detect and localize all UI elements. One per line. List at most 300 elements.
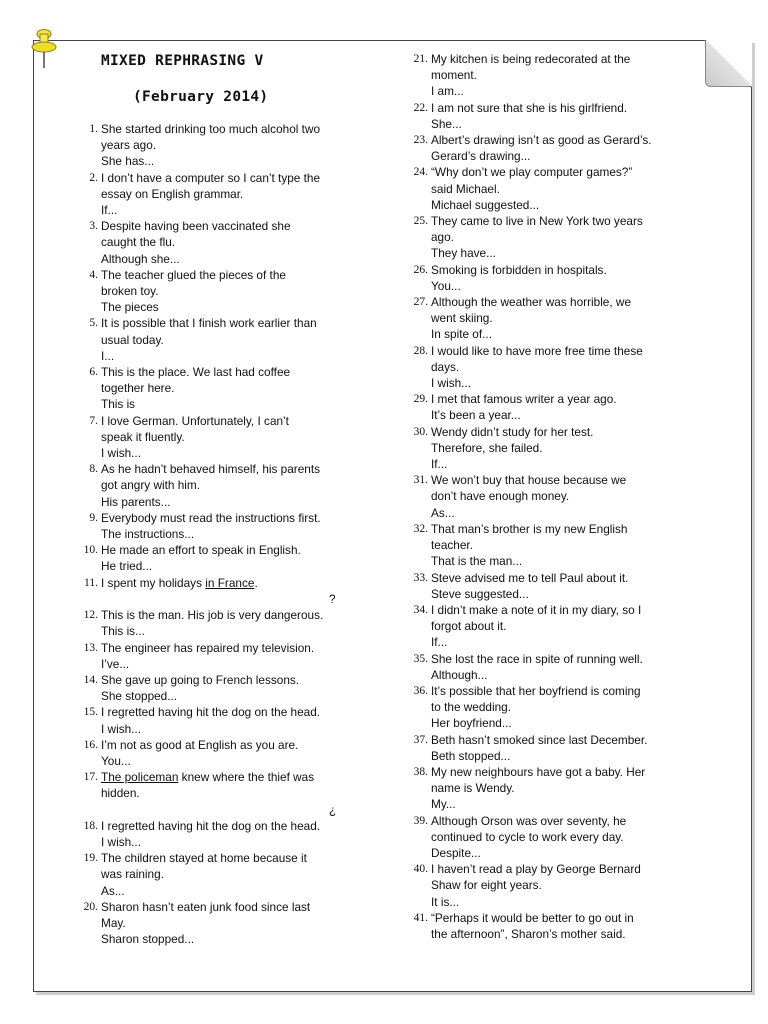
item-text-part: Her boyfriend... [431, 716, 512, 731]
item-text-part: You... [431, 278, 461, 293]
item-line [101, 234, 350, 250]
item-line [431, 100, 668, 116]
item-text-part: I haven’t read a play by George Bernard [431, 862, 641, 877]
item-line [101, 364, 350, 380]
item-text-part: I would like to have more free time these [431, 343, 643, 358]
item-number: 38. [413, 765, 428, 778]
item-text-part: If... [431, 457, 448, 472]
item-text-part: She stopped... [101, 689, 178, 704]
item-text-part: He tried... [101, 559, 153, 574]
exercise-item [70, 818, 350, 850]
item-line [101, 558, 350, 574]
item-line [101, 899, 350, 915]
item-text-part: usual today. [101, 332, 164, 347]
item-text [431, 424, 668, 473]
item-text [431, 213, 668, 262]
item-text-part: I didn’t make a note of it in my diary, so I [431, 602, 642, 617]
item-text [431, 910, 668, 942]
item-text-part: broken toy. [101, 284, 159, 299]
item-text-part: I love German. Unfortunately, I can’t [101, 413, 289, 428]
item-number: 29. [413, 393, 428, 406]
underlined-phrase: The policeman [101, 770, 179, 785]
item-text [431, 294, 668, 343]
item-text-part: That is the man... [431, 554, 523, 569]
item-text [101, 510, 350, 542]
item-line [101, 802, 350, 818]
item-number: 20. [83, 900, 98, 913]
item-line [431, 278, 668, 294]
item-line [431, 132, 668, 148]
item-line [101, 769, 350, 785]
item-line [431, 732, 668, 748]
item-text-part: Despite... [431, 845, 481, 860]
item-line [431, 472, 668, 488]
item-line [431, 164, 668, 180]
item-line [431, 667, 668, 683]
item-text-part: That man’s brother is my new English [431, 521, 628, 536]
item-line [101, 721, 350, 737]
exercise-item [400, 343, 668, 392]
item-number: 13. [83, 641, 98, 654]
exercise-item [70, 542, 350, 574]
exercise-item [400, 813, 668, 862]
item-text-part: hidden. [101, 786, 140, 801]
exercise-item [70, 510, 350, 542]
item-text [431, 521, 668, 570]
item-text [101, 121, 350, 170]
item-text-part: May. [101, 915, 126, 930]
item-line [431, 796, 668, 812]
item-text-part: ago. [431, 230, 454, 245]
exercise-item [70, 850, 350, 899]
item-text-part: As... [431, 505, 455, 520]
item-number: 26. [413, 263, 428, 276]
item-line [101, 137, 350, 153]
item-text [431, 262, 668, 294]
item-line [101, 202, 350, 218]
item-text-part: caught the flu. [101, 235, 176, 250]
item-text-part: speak it fluently. [101, 429, 185, 444]
item-text-part: Steve suggested... [431, 586, 529, 601]
item-number: 27. [413, 296, 428, 309]
item-text-part: This is the place. We last had coffee [101, 365, 291, 380]
item-text-part: Sharon hasn’t eaten junk food since last [101, 899, 311, 914]
item-line [431, 294, 668, 310]
item-line [101, 348, 350, 364]
exercise-item [400, 472, 668, 521]
item-line [101, 267, 350, 283]
item-line [431, 894, 668, 910]
item-line [101, 218, 350, 234]
item-text-part: The engineer has repaired my television. [101, 640, 315, 655]
exercise-item [400, 424, 668, 473]
item-number: 1. [89, 123, 98, 135]
item-text [431, 132, 668, 164]
item-line [431, 310, 668, 326]
page-subtitle: (February 2014) [133, 89, 269, 105]
item-text-part: They have... [431, 246, 496, 261]
right-column [400, 51, 668, 942]
item-text [101, 899, 350, 948]
item-number: 12. [83, 609, 98, 622]
item-text-part: don’t have enough money. [431, 489, 570, 504]
item-line [431, 456, 668, 472]
item-line [101, 623, 350, 639]
item-line [431, 262, 668, 278]
item-number: 6. [89, 366, 98, 379]
item-line [431, 683, 668, 699]
item-text-part: This is [101, 397, 136, 412]
item-line [101, 380, 350, 396]
exercise-item [400, 602, 668, 651]
item-text-part: It’s been a year... [431, 408, 521, 423]
item-number: 18. [83, 819, 98, 832]
item-line [101, 915, 350, 931]
item-text [101, 413, 350, 462]
item-text-part: I wish... [431, 376, 471, 391]
item-number: 10. [83, 544, 98, 557]
item-line [431, 634, 668, 650]
item-number: 23. [413, 134, 428, 147]
item-line [431, 245, 668, 261]
item-line [431, 570, 668, 586]
exercise-item [70, 413, 350, 462]
item-line [101, 283, 350, 299]
item-text-part: I’m not as good at English as you are. [101, 737, 299, 752]
item-number: 36. [413, 684, 428, 697]
item-line [101, 121, 350, 137]
exercise-item [70, 267, 350, 316]
exercise-item [70, 121, 350, 170]
item-text [431, 164, 668, 213]
item-text [431, 472, 668, 521]
item-line [431, 553, 668, 569]
item-line [101, 785, 350, 801]
exercise-item [400, 651, 668, 683]
item-line [431, 715, 668, 731]
item-number: 3. [89, 220, 98, 233]
item-text-part: Everybody must read the instructions first. [101, 510, 321, 525]
item-text [431, 100, 668, 132]
item-number: 33. [413, 571, 428, 584]
item-text [101, 315, 350, 364]
item-line [101, 607, 350, 623]
page-title: MIXED REPHRASING V [101, 53, 264, 69]
item-text-part: I met that famous writer a year ago. [431, 392, 617, 407]
item-number: 11. [84, 576, 98, 589]
item-line [431, 829, 668, 845]
item-line [431, 181, 668, 197]
item-line [431, 586, 668, 602]
item-number: 4. [89, 268, 98, 281]
exercise-item [70, 899, 350, 948]
item-text-part: got angry with him. [101, 478, 201, 493]
item-line [101, 315, 350, 331]
item-line [431, 197, 668, 213]
item-text-part: Despite having been vaccinated she [101, 219, 291, 234]
item-line [431, 148, 668, 164]
item-text [431, 861, 668, 910]
item-number: 16. [83, 738, 98, 751]
item-text-part: Michael suggested... [431, 197, 540, 212]
item-text-part: She... [431, 116, 462, 131]
item-line [431, 618, 668, 634]
item-number: 40. [413, 863, 428, 876]
item-line [431, 67, 668, 83]
item-line [431, 861, 668, 877]
exercise-item [400, 764, 668, 813]
item-text-part: In spite of... [431, 327, 492, 342]
item-line [101, 332, 350, 348]
item-text-part: It is possible that I finish work earlier than [101, 316, 317, 331]
item-text [431, 764, 668, 813]
exercise-item [70, 315, 350, 364]
exercise-item [400, 51, 668, 100]
item-text-part: I wish... [101, 834, 141, 849]
item-text-part: The children stayed at home because it [101, 851, 307, 866]
item-text [101, 542, 350, 574]
exercise-item [70, 640, 350, 672]
item-text-part: continued to cycle to work every day. [431, 829, 624, 844]
item-number: 7. [89, 414, 98, 427]
page-curl-corner [705, 40, 752, 87]
item-line [431, 877, 668, 893]
item-line [431, 326, 668, 342]
exercise-item [400, 732, 668, 764]
item-line [431, 505, 668, 521]
item-line [101, 818, 350, 834]
item-text-part: knew where the thief was [178, 770, 315, 785]
item-number: 14. [83, 673, 98, 686]
exercise-item [70, 461, 350, 510]
item-number: 41. [413, 911, 428, 924]
item-number: 35. [413, 652, 428, 665]
item-text-part: She has... [101, 154, 155, 169]
item-number: 34. [413, 603, 428, 616]
item-text [101, 170, 350, 219]
item-number: 39. [413, 814, 428, 827]
item-line [431, 51, 668, 67]
item-line [101, 737, 350, 753]
item-text [431, 683, 668, 732]
item-text-part: I am not sure that she is his girlfriend. [431, 100, 628, 115]
item-text-part: You... [101, 753, 131, 768]
item-text-part: Beth hasn’t smoked since last December. [431, 732, 648, 747]
item-line [431, 845, 668, 861]
item-text-part: We won’t buy that house because we [431, 473, 627, 488]
item-text-part: together here. [101, 381, 175, 396]
item-text-part: I wish... [101, 721, 141, 736]
exercise-item [400, 294, 668, 343]
item-line [101, 494, 350, 510]
item-text [431, 732, 668, 764]
item-text [431, 813, 668, 862]
item-text [101, 364, 350, 413]
item-line [101, 251, 350, 267]
exercise-item [400, 521, 668, 570]
item-text [431, 51, 668, 100]
item-text-part: went skiing. [431, 311, 493, 326]
exercise-item [70, 737, 350, 769]
pushpin-icon [30, 28, 58, 70]
item-text-part: Gerard’s drawing... [431, 149, 531, 164]
item-number: 30. [413, 425, 428, 438]
item-line [101, 704, 350, 720]
item-text-part: Although... [431, 667, 488, 682]
item-text [101, 850, 350, 899]
item-text-part: She lost the race in spite of running well. [431, 651, 643, 666]
item-text [101, 818, 350, 850]
item-line [431, 521, 668, 537]
item-line [101, 510, 350, 526]
item-line [101, 396, 350, 412]
item-text-part: Steve advised me to tell Paul about it. [431, 570, 629, 585]
item-number: 31. [413, 474, 428, 487]
item-text-part: The teacher glued the pieces of the [101, 267, 286, 282]
item-number: 17. [83, 771, 98, 784]
item-text-part: She gave up going to French lessons. [101, 672, 300, 687]
item-line [431, 407, 668, 423]
item-line [431, 602, 668, 618]
item-text [101, 704, 350, 736]
item-text-part: His parents... [101, 494, 171, 509]
item-line [101, 461, 350, 477]
item-line [101, 153, 350, 169]
item-text-part: It’s possible that her boyfriend is coming [431, 683, 641, 698]
item-line [101, 445, 350, 461]
item-text-part: the afternoon”, Sharon’s mother said. [431, 926, 626, 941]
exercise-item [400, 132, 668, 164]
item-text [431, 651, 668, 683]
exercise-item [70, 672, 350, 704]
item-text-part: Although the weather was horrible, we [431, 295, 632, 310]
exercise-item [70, 170, 350, 219]
item-line [431, 116, 668, 132]
item-line [101, 672, 350, 688]
item-text-part: Sharon stopped... [101, 932, 195, 947]
item-line [101, 170, 350, 186]
item-number: 9. [89, 511, 98, 524]
item-text-part: days. [431, 359, 460, 374]
item-line [431, 488, 668, 504]
item-text-part: I don’t have a computer so I can’t type the [101, 170, 321, 185]
item-line [101, 931, 350, 947]
exercise-item [70, 575, 350, 607]
item-number: 24. [413, 166, 428, 179]
item-line [101, 753, 350, 769]
underlined-phrase: in France [205, 575, 255, 590]
item-line [101, 688, 350, 704]
left-column [70, 121, 350, 947]
item-text-part: Shaw for eight years. [431, 878, 542, 893]
item-line [431, 910, 668, 926]
item-text-part: They came to live in New York two years [431, 214, 643, 229]
item-line [431, 748, 668, 764]
item-text-part: . [254, 575, 258, 590]
item-text-part: If... [431, 635, 448, 650]
item-text [431, 391, 668, 423]
item-number: 37. [413, 733, 428, 746]
item-number: 32. [413, 522, 428, 535]
item-line [431, 391, 668, 407]
question-mark: ? [329, 591, 336, 606]
item-text-part: name is Wendy. [431, 781, 515, 796]
item-text-part: moment. [431, 68, 477, 83]
item-text [101, 607, 350, 639]
item-text-part: to the wedding. [431, 700, 512, 715]
item-text [101, 769, 350, 818]
item-line [101, 591, 350, 607]
item-line [431, 780, 668, 796]
item-text-part: “Why don’t we play computer games?” [431, 165, 633, 180]
item-text-part: The pieces [101, 300, 159, 315]
item-text-part: said Michael. [431, 181, 500, 196]
item-line [101, 850, 350, 866]
item-line [101, 883, 350, 899]
item-text [431, 602, 668, 651]
item-line [431, 764, 668, 780]
item-line [431, 359, 668, 375]
item-text [101, 461, 350, 510]
item-line [101, 186, 350, 202]
item-text [101, 737, 350, 769]
item-line [431, 440, 668, 456]
item-text-part: was raining. [101, 867, 164, 882]
exercise-item [400, 262, 668, 294]
item-number: 21. [413, 53, 428, 65]
exercise-item [400, 861, 668, 910]
item-text-part: Although she... [101, 251, 180, 266]
item-text [101, 640, 350, 672]
item-text-part: “Perhaps it would be better to go out in [431, 910, 634, 925]
item-text [431, 570, 668, 602]
question-mark: ¿ [329, 802, 337, 817]
item-text-part: I wish... [101, 446, 141, 461]
item-line [101, 656, 350, 672]
exercise-item [400, 570, 668, 602]
item-text-part: My new neighbours have got a baby. Her [431, 764, 646, 779]
item-line [431, 699, 668, 715]
item-text-part: Beth stopped... [431, 748, 511, 763]
item-number: 8. [89, 463, 98, 476]
item-text-part: My kitchen is being redecorated at the [431, 52, 631, 66]
item-number: 28. [413, 344, 428, 357]
item-text-part: years ago. [101, 138, 157, 153]
exercise-item [70, 218, 350, 267]
item-text [101, 267, 350, 316]
item-text [101, 218, 350, 267]
item-text-part: I regretted having hit the dog on the head. [101, 818, 321, 833]
item-number: 22. [413, 101, 428, 114]
item-text-part: As he hadn’t behaved himself, his parents [101, 462, 321, 477]
item-line [431, 424, 668, 440]
item-line [431, 651, 668, 667]
item-text-part: He made an effort to speak in English. [101, 543, 301, 558]
item-text [101, 672, 350, 704]
item-text-part: Wendy didn’t study for her test. [431, 424, 594, 439]
item-line [101, 413, 350, 429]
item-line [101, 299, 350, 315]
item-line [101, 477, 350, 493]
item-text-part: I... [101, 348, 115, 363]
item-line [101, 526, 350, 542]
item-text-part: I am... [431, 84, 464, 99]
item-text-part: I’ve... [101, 656, 130, 671]
exercise-item [70, 607, 350, 639]
item-text-part: It is... [431, 894, 460, 909]
item-text-part: teacher. [431, 538, 473, 553]
item-number: 25. [413, 215, 428, 228]
